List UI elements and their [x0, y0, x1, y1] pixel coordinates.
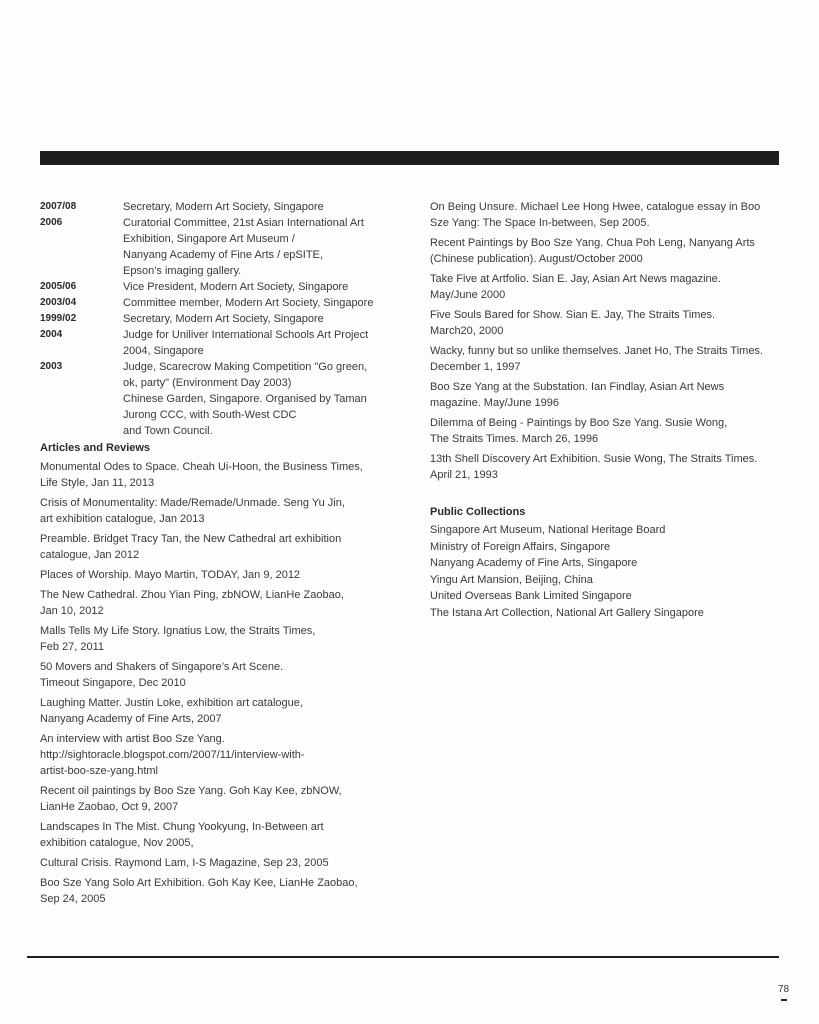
role-entry	[40, 215, 400, 279]
article-item: Landscapes In The Mist. Chung Yookyung, In-Between art exhibition catalogue, Nov 2005,	[40, 821, 324, 849]
collection-item: Yingu Art Mansion, Beijing, China	[430, 573, 593, 586]
collection-item: Singapore Art Museum, National Heritage Board	[430, 524, 666, 536]
collection-item: Nanyang Academy of Fine Arts, Singapore	[430, 557, 638, 570]
page-number-dash	[781, 999, 787, 1001]
role-text: Secretary, Modern Art Society, Singapore	[123, 313, 324, 325]
roles-list	[40, 199, 400, 439]
article-item: Wacky, funny but so unlike themselves. Janet Ho, The Straits Times. December 1, 1997	[430, 345, 763, 373]
article-item: Dilemma of Being - Paintings by Boo Sze Yang. Susie Wong, The Straits Times. March 26, 1996	[430, 417, 728, 445]
role-year: 2005/06	[40, 281, 77, 292]
article-item: Places of Worship. Mayo Martin, TODAY, Jan 9, 2012	[40, 569, 301, 581]
collections-list	[430, 522, 785, 622]
article-item: Malls Tells My Life Story. Ignatius Low, the Straits Times, Feb 27, 2011	[40, 625, 316, 653]
collections-heading: Public Collections	[430, 506, 526, 518]
page-number: 78	[778, 984, 790, 995]
article-item: An interview with artist Boo Sze Yang. http://sightoracle.blogspot.com/2007/11/interview-with- artist-boo-sze-yang.html	[40, 733, 305, 777]
role-text: Secretary, Modern Art Society, Singapore	[123, 201, 324, 213]
role-entry	[40, 279, 400, 295]
role-year: 2007/08	[40, 201, 77, 212]
role-text: Vice President, Modern Art Society, Singapore	[123, 281, 349, 293]
article-item: The New Cathedral. Zhou Yian Ping, zbNOW, LianHe Zaobao, Jan 10, 2012	[40, 589, 344, 617]
collection-item: Ministry of Foreign Affairs, Singapore	[430, 540, 611, 553]
articles-list-right	[430, 199, 785, 483]
role-entry	[40, 359, 400, 439]
article-item: Recent Paintings by Boo Sze Yang. Chua Poh Leng, Nanyang Arts (Chinese publication). August/October 2000	[430, 237, 755, 265]
article-item: Take Five at Artfolio. Sian E. Jay, Asian Art News magazine. May/June 2000	[430, 273, 721, 301]
article-item: 50 Movers and Shakers of Singapore’s Art Scene. Timeout Singapore, Dec 2010	[40, 661, 284, 689]
articles-list-left	[40, 459, 400, 907]
articles-heading: Articles and Reviews	[40, 442, 151, 454]
role-year: 1999/02	[40, 313, 77, 324]
role-entry	[40, 311, 400, 327]
role-entry	[40, 295, 400, 311]
article-item: Cultural Crisis. Raymond Lam, I-S Magazine, Sep 23, 2005	[40, 857, 329, 869]
left-column	[40, 199, 400, 907]
collection-item: United Overseas Bank Limited Singapore	[430, 590, 632, 603]
role-year: 2004	[40, 329, 63, 340]
role-text: Curatorial Committee, 21st Asian International Art Exhibition, Singapore Art Museum / Nanyang Academy of Fine Arts / epSITE, Epson’s imaging gallery.	[123, 217, 364, 277]
article-item: Five Souls Bared for Show. Sian E. Jay, The Straits Times. March20, 2000	[430, 309, 716, 337]
article-item: 13th Shell Discovery Art Exhibition. Susie Wong, The Straits Times. April 21, 1993	[430, 453, 758, 481]
role-year: 2006	[40, 217, 63, 228]
role-text: Judge for Uniliver International Schools Art Project 2004, Singapore	[123, 329, 369, 357]
article-item: Laughing Matter. Justin Loke, exhibition art catalogue, Nanyang Academy of Fine Arts, 2007	[40, 697, 303, 725]
article-item: Crisis of Monumentality: Made/Remade/Unmade. Seng Yu Jin, art exhibition catalogue, Jan 2013	[40, 497, 345, 525]
right-column	[430, 199, 785, 622]
role-text: Judge, Scarecrow Making Competition "Go green, ok, party" (Environment Day 2003) Chinese Garden, Singapore. Organised by Taman Jurong CCC, with South-West CDC and Town Council.	[123, 361, 368, 437]
role-year: 2003/04	[40, 297, 77, 308]
role-entry	[40, 327, 400, 359]
article-item: Preamble. Bridget Tracy Tan, the New Cathedral art exhibition catalogue, Jan 2012	[40, 533, 342, 561]
article-item: Boo Sze Yang Solo Art Exhibition. Goh Kay Kee, LianHe Zaobao, Sep 24, 2005	[40, 877, 358, 905]
article-item: Boo Sze Yang at the Substation. Ian Findlay, Asian Art News magazine. May/June 1996	[430, 381, 725, 409]
collection-item: The Istana Art Collection, National Art Gallery Singapore	[430, 606, 704, 619]
role-text: Committee member, Modern Art Society, Singapore	[123, 297, 374, 309]
role-year: 2003	[40, 361, 63, 372]
footer-rule	[27, 956, 779, 958]
article-item: Recent oil paintings by Boo Sze Yang. Goh Kay Kee, zbNOW, LianHe Zaobao, Oct 9, 2007	[40, 785, 342, 813]
header-bar	[40, 151, 779, 165]
article-item: Monumental Odes to Space. Cheah Ui-Hoon, the Business Times, Life Style, Jan 11, 2013	[40, 461, 363, 489]
article-item: On Being Unsure. Michael Lee Hong Hwee, catalogue essay in Boo Sze Yang: The Space In-between, Sep 2005.	[430, 201, 761, 229]
role-entry	[40, 199, 400, 215]
